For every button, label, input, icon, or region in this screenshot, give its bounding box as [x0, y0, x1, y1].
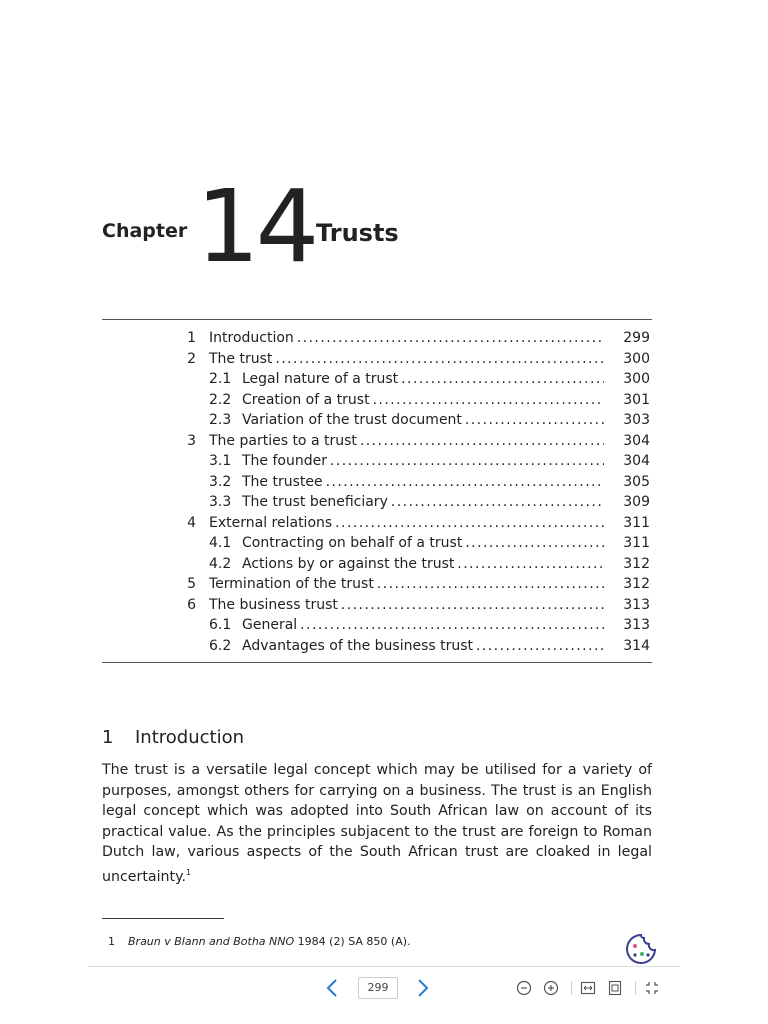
chapter-label: Chapter	[102, 220, 188, 242]
toc-entry-title	[209, 451, 604, 472]
section-title: Introduction	[135, 727, 245, 748]
toc-entry[interactable]	[102, 595, 652, 616]
toc-entry-number: 3	[187, 432, 196, 449]
toc-entry-title-text: General	[242, 617, 298, 633]
toc-entry[interactable]	[102, 369, 652, 390]
toc-entry-title	[209, 410, 604, 431]
toc-entry-title-text: Termination of the trust	[209, 576, 374, 592]
toc-subsection-number: 4.1	[209, 535, 232, 551]
toc-entry-title	[209, 615, 604, 636]
toc-entry-title	[209, 369, 604, 390]
toc-entry-title-text: Contracting on behalf of a trust	[242, 535, 463, 551]
toc-entry[interactable]	[102, 615, 652, 636]
toc-entry-title-text: Legal nature of a trust	[242, 371, 399, 387]
toc-bottom-rule	[102, 662, 652, 663]
chapter-number: 14	[196, 168, 316, 285]
toc-entry[interactable]	[102, 328, 652, 349]
toc-entry-title-text: Creation of a trust	[242, 391, 370, 408]
toc-entry-page: 312	[623, 555, 650, 572]
exit-fullscreen-button[interactable]	[641, 977, 663, 999]
section-heading	[102, 727, 244, 748]
toc-entry[interactable]	[102, 513, 652, 534]
toc-entry-title	[209, 349, 604, 370]
toc-entry[interactable]	[102, 410, 652, 431]
toc-entry[interactable]	[102, 574, 652, 595]
toc-entry-page: 304	[623, 432, 650, 449]
next-page-button[interactable]	[412, 977, 434, 999]
toc-subsection-number: 3.3	[209, 494, 232, 510]
table-of-contents	[102, 328, 652, 656]
toc-entry-number: 4	[187, 514, 196, 531]
toc-entry-title-text: The parties to a trust	[209, 432, 357, 449]
toc-entry-number: 2	[187, 350, 196, 367]
fit-width-icon	[580, 980, 596, 996]
toc-entry-page: 314	[623, 637, 650, 654]
toc-entry-page: 304	[623, 453, 650, 469]
toc-entry-title	[209, 431, 604, 452]
footnote	[108, 935, 411, 948]
exit-fullscreen-icon	[644, 980, 660, 996]
viewer-toolbar	[88, 966, 680, 1011]
footnote-number: 1	[108, 935, 115, 948]
toc-entry-number: 5	[187, 576, 196, 592]
toc-entry-title	[209, 492, 604, 513]
toolbar-divider	[571, 981, 572, 995]
toc-top-rule	[102, 319, 652, 320]
toc-entry[interactable]	[102, 533, 652, 554]
toc-entry-title	[209, 554, 604, 575]
section-number: 1	[102, 727, 114, 748]
zoom-out-button[interactable]	[513, 977, 535, 999]
toc-entry[interactable]	[102, 636, 652, 657]
zoom-out-icon	[516, 980, 532, 996]
fit-page-icon	[607, 980, 623, 996]
cookie-icon	[624, 932, 658, 966]
footnote-citation: 1984 (2) SA 850 (A).	[297, 935, 411, 948]
toc-entry-page: 311	[623, 514, 650, 531]
toc-entry-title	[209, 390, 604, 411]
toc-entry-title	[209, 574, 604, 595]
toc-entry-page: 312	[623, 576, 650, 592]
toc-entry-title-text: Advantages of the business trust	[242, 637, 474, 654]
toc-entry-page: 309	[623, 494, 650, 510]
toc-subsection-number: 4.2	[209, 555, 232, 572]
toc-entry[interactable]	[102, 492, 652, 513]
toc-subsection-number: 3.2	[209, 473, 232, 490]
footnote-divider	[102, 918, 224, 919]
toc-entry-title	[209, 328, 604, 349]
toc-entry-title-text: The trustee	[242, 473, 323, 490]
toc-entry-title-text: The trust	[209, 350, 273, 367]
toc-entry-page: 305	[623, 473, 650, 490]
chapter-title: Trusts	[316, 219, 399, 247]
toolbar-divider	[635, 981, 636, 995]
toc-entry[interactable]	[102, 349, 652, 370]
toc-entry-page: 301	[623, 391, 650, 408]
toc-entry-title	[209, 595, 604, 616]
chevron-left-icon	[324, 978, 340, 998]
toc-entry[interactable]	[102, 431, 652, 452]
toc-subsection-number: 2.3	[209, 412, 232, 428]
toc-entry-title	[209, 513, 604, 534]
toc-entry-title-text: The founder	[242, 453, 327, 469]
toc-entry[interactable]	[102, 390, 652, 411]
toc-entry-title	[209, 533, 604, 554]
toc-entry-number: 6	[187, 596, 196, 613]
toc-entry-page: 311	[623, 535, 650, 551]
toc-entry-title	[209, 636, 604, 657]
toc-entry-title-text: Introduction	[209, 330, 294, 346]
toc-entry[interactable]	[102, 472, 652, 493]
toc-entry-page: 313	[623, 596, 650, 613]
paragraph-text: The trust is a versatile legal concept which may be utilised for a variety of purposes, amongst others for carrying on a business. The trust is an English legal concept which was adopted into South African law on account of its practical value. As the principles subjacent to the trust are foreign to Roman Dutch law, various aspects of the South African trust are cloaked in legal uncertainty.	[102, 762, 652, 885]
toc-entry-page: 299	[623, 330, 650, 346]
chevron-right-icon	[415, 978, 431, 998]
toc-entry-number: 1	[187, 330, 196, 346]
fit-width-button[interactable]	[577, 977, 599, 999]
toc-entry-title-text: Variation of the trust document	[242, 412, 462, 428]
footnote-reference[interactable]: 1	[185, 867, 192, 877]
footnote-case: Braun v Blann and Botha NNO	[128, 935, 295, 948]
toc-subsection-number: 2.2	[209, 391, 232, 408]
toc-subsection-number: 6.1	[209, 617, 232, 633]
toc-entry-title-text: Actions by or against the trust	[242, 555, 455, 572]
toc-entry-title-text: The trust beneficiary	[242, 494, 388, 510]
toc-entry-page: 300	[623, 371, 650, 387]
toc-entry-page: 300	[623, 350, 650, 367]
cookie-settings-button[interactable]	[624, 932, 658, 966]
toc-subsection-number: 2.1	[209, 371, 232, 387]
toc-entry[interactable]	[102, 554, 652, 575]
toc-entry-page: 313	[623, 617, 650, 633]
toc-subsection-number: 6.2	[209, 637, 232, 654]
previous-page-button[interactable]	[321, 977, 343, 999]
toc-entry-title-text: The business trust	[209, 596, 338, 613]
body-paragraph	[102, 760, 652, 888]
toc-entry-title	[209, 472, 604, 493]
toc-subsection-number: 3.1	[209, 453, 232, 469]
toc-entry[interactable]	[102, 451, 652, 472]
zoom-in-button[interactable]	[540, 977, 562, 999]
page-number-input[interactable]	[358, 977, 398, 999]
fit-page-button[interactable]	[604, 977, 626, 999]
toc-entry-title-text: External relations	[209, 514, 333, 531]
toc-entry-page: 303	[623, 412, 650, 428]
zoom-in-icon	[543, 980, 559, 996]
